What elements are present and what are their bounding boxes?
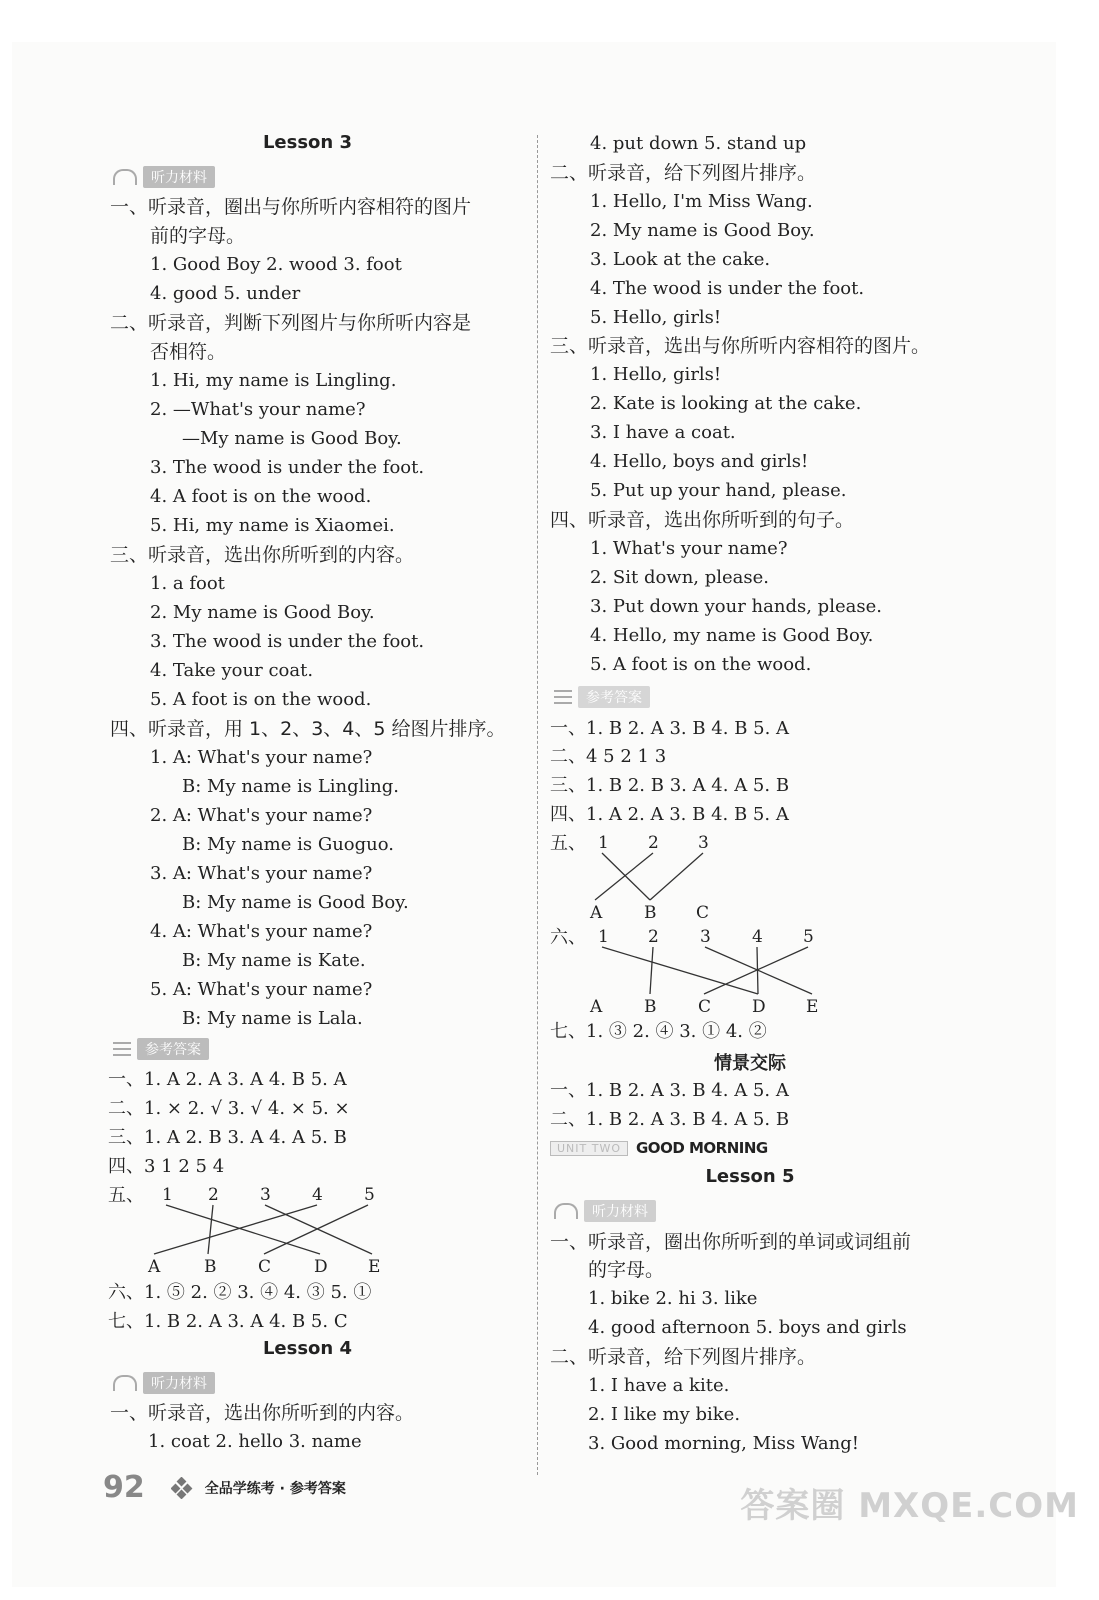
column-divider — [537, 135, 538, 1475]
q3-item: 2. Kate is looking at the cake. — [590, 393, 862, 414]
match-bottom-label: B — [204, 1257, 217, 1277]
q4-title: 四、听录音，用 1、2、3、4、5 给图片排序。 — [110, 718, 506, 740]
match-line — [166, 1205, 320, 1254]
page-footer — [103, 1470, 346, 1505]
lesson5-title: Lesson 5 — [705, 1166, 795, 1187]
match-top-label: 3 — [698, 833, 709, 853]
q4-item: 5. A foot is on the wood. — [590, 654, 812, 675]
listening-label — [113, 1372, 215, 1394]
match-top-label: 5 — [803, 927, 814, 947]
l4-q1-title: 一、听录音，选出你所听到的内容。 — [110, 1402, 415, 1424]
q4-item: 2. A: What's your name? — [150, 805, 373, 826]
match-top-label: 2 — [648, 927, 659, 947]
q2-item: 5. Hello, girls! — [590, 307, 722, 328]
match-bottom-label: E — [368, 1257, 381, 1277]
headphones-icon — [113, 1375, 137, 1391]
watermark: 答案圈 MXQE.COM — [740, 1486, 1079, 1526]
diamond-icon — [171, 1477, 193, 1499]
q3-item: 2. My name is Good Boy. — [150, 602, 375, 623]
match-bottom-label: E — [806, 997, 819, 1017]
list-icon — [554, 690, 572, 704]
l5-q1-title: 一、听录音，圈出你所听到的单词或词组前 — [550, 1231, 912, 1253]
match-top-label: 4 — [312, 1185, 323, 1205]
lesson3-title: Lesson 3 — [262, 132, 353, 153]
l5-q2-title: 二、听录音，给下列图片排序。 — [550, 1346, 817, 1368]
q4-item: 5. A: What's your name? — [150, 979, 373, 1000]
match-top-label: 1 — [598, 927, 609, 947]
match-top-label: 5 — [364, 1185, 375, 1205]
answer-line: 二、1. B 2. A 3. B 4. A 5. B — [550, 1109, 790, 1130]
answers-label-text: 参考答案 — [578, 686, 650, 708]
q2-title-cont: 否相符。 — [150, 341, 227, 363]
listening-label-text: 听力材料 — [143, 1372, 215, 1394]
match-bottom-label: A — [590, 903, 603, 923]
match-top-label: 4 — [752, 927, 763, 947]
q3-item: 4. Hello, boys and girls! — [590, 451, 809, 472]
q4-item: 4. Hello, my name is Good Boy. — [590, 625, 874, 646]
match-line — [595, 853, 653, 900]
q3-title: 三、听录音，选出与你所听内容相符的图片。 — [550, 335, 931, 357]
q2-item: 4. The wood is under the foot. — [590, 278, 865, 299]
match-bottom-label: D — [314, 1257, 328, 1277]
book-title: 全品学练考 · 参考答案 — [204, 1480, 346, 1497]
unit-label: UNIT TWO — [550, 1141, 628, 1156]
answer-line: 一、1. B 2. A 3. B 4. A 5. A — [550, 1080, 789, 1101]
match-line — [602, 853, 650, 900]
l5-q1-title-cont: 的字母。 — [588, 1259, 665, 1281]
match-bottom-label: C — [258, 1257, 272, 1277]
q2-title: 二、听录音，给下列图片排序。 — [550, 162, 817, 184]
section-title: 情景交际 — [714, 1053, 786, 1074]
q3-title: 三、听录音，选出你所听到的内容。 — [110, 544, 415, 566]
list-icon — [113, 1042, 131, 1056]
q2-item: 5. Hi, my name is Xiaomei. — [150, 515, 395, 536]
match-top-label: 2 — [208, 1185, 219, 1205]
match-bottom-label: C — [698, 997, 712, 1017]
listening-label — [113, 166, 215, 188]
q1-title-cont: 前的字母。 — [150, 225, 246, 247]
q3-item: 1. Hello, girls! — [590, 364, 722, 385]
answer-line-prefix: 六、 — [550, 927, 586, 948]
answer-line: 四、1. A 2. A 3. B 4. B 5. A — [550, 804, 789, 825]
q4-item: B: My name is Lala. — [182, 1008, 363, 1029]
match-bottom-label: A — [148, 1257, 161, 1277]
matching-diagram — [580, 828, 720, 924]
match-top-label: 1 — [162, 1185, 173, 1205]
q4-item: 1. What's your name? — [590, 538, 788, 559]
q4-item: 1. A: What's your name? — [150, 747, 373, 768]
match-top-label: 2 — [648, 833, 659, 853]
answer-line: 七、1. B 2. A 3. A 4. B 5. C — [108, 1311, 348, 1332]
match-bottom-label: C — [696, 903, 710, 923]
l5-q2-item: 2. I like my bike. — [588, 1404, 741, 1425]
q2-item: 3. The wood is under the foot. — [150, 457, 425, 478]
answer-line: 七、1. ③ 2. ④ 3. ① 4. ② — [550, 1021, 767, 1042]
answers-label — [113, 1038, 209, 1060]
q4-title: 四、听录音，选出你所听到的句子。 — [550, 509, 855, 531]
matching-diagram — [140, 1180, 400, 1280]
match-line — [154, 1205, 317, 1254]
answer-line-prefix: 五、 — [550, 833, 586, 854]
q1-title: 一、听录音，圈出与你所听内容相符的图片 — [110, 196, 472, 218]
answers-label-text: 参考答案 — [137, 1038, 209, 1060]
l5-q2-item: 3. Good morning, Miss Wang! — [588, 1433, 860, 1454]
listening-label-text: 听力材料 — [584, 1200, 656, 1222]
answer-line: 四、3 1 2 5 4 — [108, 1156, 225, 1177]
q2-item: 2. My name is Good Boy. — [590, 220, 815, 241]
l4-q1-line: 1. coat 2. hello 3. name — [148, 1431, 362, 1452]
answer-line: 二、1. × 2. √ 3. √ 4. × 5. × — [108, 1098, 350, 1119]
q3-item: 5. A foot is on the wood. — [150, 689, 372, 710]
l5-q1-line: 4. good afternoon 5. boys and girls — [588, 1317, 907, 1338]
answers-label — [554, 686, 650, 708]
q2-item: 1. Hi, my name is Lingling. — [150, 370, 397, 391]
q4-item: 2. Sit down, please. — [590, 567, 770, 588]
q2-item: 4. A foot is on the wood. — [150, 486, 372, 507]
match-line — [650, 947, 653, 994]
l4-q1-line: 4. put down 5. stand up — [590, 133, 807, 154]
match-bottom-label: D — [752, 997, 766, 1017]
q4-item: B: My name is Lingling. — [182, 776, 399, 797]
answer-line-prefix: 五、 — [108, 1185, 144, 1206]
answer-line: 二、4 5 2 1 3 — [550, 746, 667, 767]
matching-diagram — [580, 922, 840, 1018]
match-line — [602, 947, 758, 994]
answer-line: 三、1. A 2. B 3. A 4. A 5. B — [108, 1127, 347, 1148]
l5-q1-line: 1. bike 2. hi 3. like — [588, 1288, 758, 1309]
q2-item: 1. Hello, I'm Miss Wang. — [590, 191, 813, 212]
listening-label — [554, 1200, 656, 1222]
q2-item: 2. —What's your name? — [150, 399, 366, 420]
q1-line: 4. good 5. under — [150, 283, 301, 304]
q4-item: 4. A: What's your name? — [150, 921, 373, 942]
q4-item: 3. Put down your hands, please. — [590, 596, 882, 617]
match-top-label: 3 — [260, 1185, 271, 1205]
answer-line: 一、1. B 2. A 3. B 4. B 5. A — [550, 718, 790, 739]
answer-line: 三、1. B 2. B 3. A 4. A 5. B — [550, 775, 790, 796]
answer-line: 一、1. A 2. A 3. A 4. B 5. A — [108, 1069, 347, 1090]
l5-q2-item: 1. I have a kite. — [588, 1375, 730, 1396]
q4-item: 3. A: What's your name? — [150, 863, 373, 884]
headphones-icon — [113, 169, 137, 185]
q1-line: 1. Good Boy 2. wood 3. foot — [150, 254, 402, 275]
page-number: 92 — [103, 1470, 145, 1505]
q3-item: 3. The wood is under the foot. — [150, 631, 425, 652]
match-bottom-label: A — [590, 997, 603, 1017]
q2-item: 3. Look at the cake. — [590, 249, 771, 270]
match-top-label: 3 — [700, 927, 711, 947]
q3-item: 3. I have a coat. — [590, 422, 736, 443]
unit-title: GOOD MORNING — [636, 1139, 768, 1157]
q3-item: 4. Take your coat. — [150, 660, 314, 681]
listening-label-text: 听力材料 — [143, 166, 215, 188]
q4-item: B: My name is Kate. — [182, 950, 366, 971]
q4-item: B: My name is Good Boy. — [182, 892, 409, 913]
match-line — [650, 853, 703, 900]
q2-title: 二、听录音，判断下列图片与你所听内容是 — [110, 312, 472, 334]
match-line — [208, 1205, 213, 1254]
q3-item: 5. Put up your hand, please. — [590, 480, 847, 501]
q2-item: —My name is Good Boy. — [182, 428, 402, 449]
headphones-icon — [554, 1203, 578, 1219]
q4-item: B: My name is Guoguo. — [182, 834, 394, 855]
unit-header — [550, 1139, 768, 1157]
lesson4-title: Lesson 4 — [262, 1338, 353, 1359]
answer-line: 六、1. ⑤ 2. ② 3. ④ 4. ③ 5. ① — [108, 1282, 372, 1303]
q3-item: 1. a foot — [150, 573, 225, 594]
match-bottom-label: B — [644, 903, 657, 923]
match-top-label: 1 — [598, 833, 609, 853]
match-bottom-label: B — [644, 997, 657, 1017]
